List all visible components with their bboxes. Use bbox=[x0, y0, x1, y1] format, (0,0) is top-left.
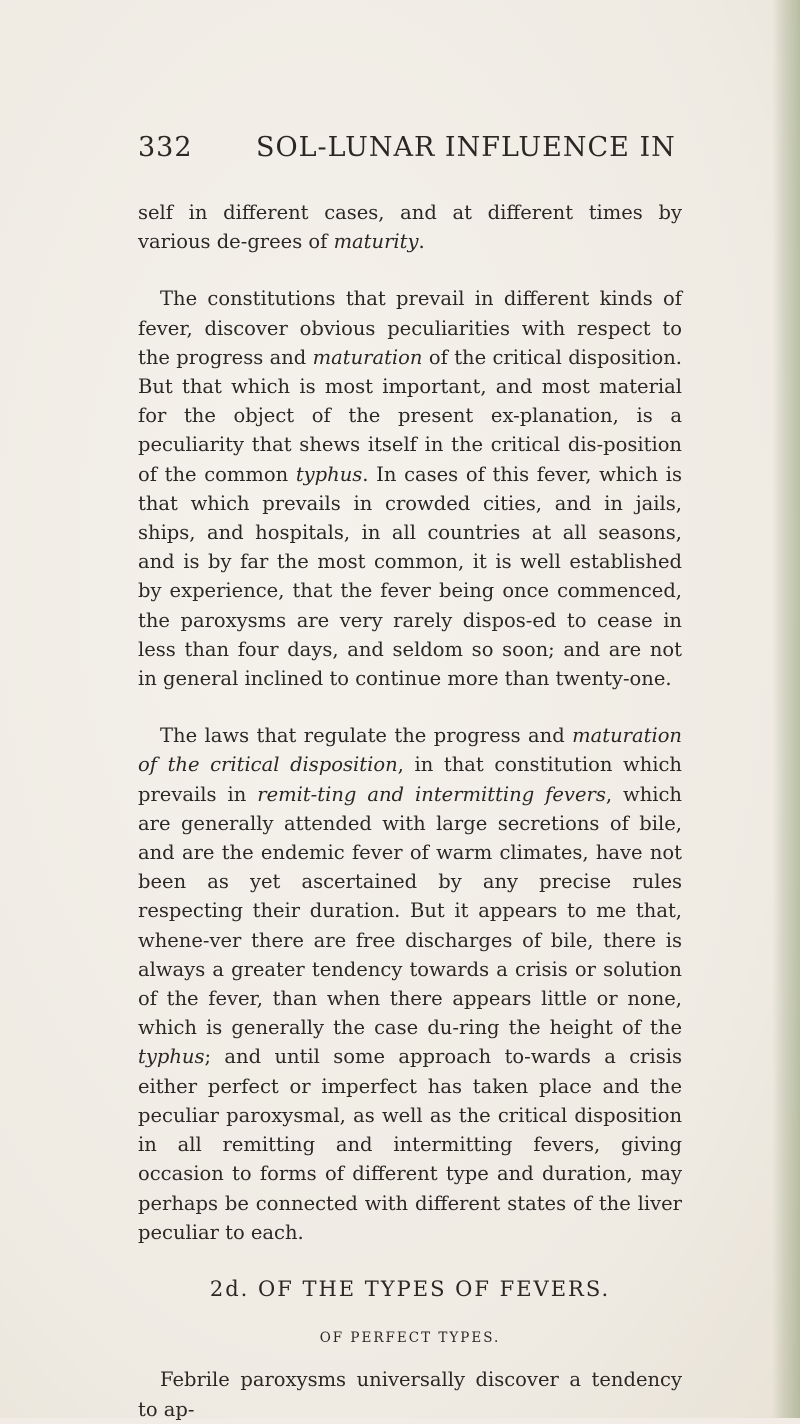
italic-phrase: maturation bbox=[312, 345, 423, 369]
text-run: self in different cases, and at different times by various de-grees of bbox=[138, 201, 682, 254]
text-run: The laws that regulate the progress and bbox=[160, 724, 573, 748]
italic-phrase: remit-ting and intermitting fevers bbox=[257, 782, 606, 806]
page-number: 332 bbox=[138, 132, 193, 163]
paragraph-1 bbox=[138, 198, 682, 256]
body-text bbox=[138, 198, 682, 1424]
text-run: of the critical disposition. But that which is most important, and most material for the object of the present ex-planation, is a peculiarity that shews itself in the critical dis-position of the common bbox=[138, 345, 682, 486]
text-run: . bbox=[418, 230, 425, 254]
page-edge-shadow bbox=[772, 0, 800, 1418]
text-run: The constitutions that prevail in different kinds of fever, discover obvious peculiarities with respect to the progress and bbox=[138, 287, 682, 369]
running-head: SOL-LUNAR INFLUENCE IN bbox=[256, 132, 676, 163]
subsection-title: OF PERFECT TYPES. bbox=[319, 1330, 501, 1347]
section-title: 2d. OF THE TYPES OF FEVERS. bbox=[209, 1276, 611, 1301]
italic-phrase: typhus bbox=[295, 462, 363, 486]
paragraph-2 bbox=[138, 284, 682, 693]
italic-phrase: maturation of the critical disposition bbox=[138, 724, 682, 777]
text-run: . In cases of this fever, which is that which prevails in crowded cities, and in jails, ships, and hospitals, in all countries at all seasons, and is by far the most common, it is well established by experience, that the fever being once commenced, the paroxysms are very rarely dispos-ed to cease in less than four days, and seldom so soon; and are not in general inclined to continue more than twenty-one. bbox=[138, 462, 682, 691]
paragraph-3 bbox=[138, 721, 682, 1247]
text-run: , in that constitution which prevails in bbox=[138, 753, 682, 806]
italic-phrase: maturity bbox=[333, 230, 419, 254]
closing-line: Febrile paroxysms universally discover a tendency to ap- bbox=[138, 1368, 682, 1421]
italic-phrase: typhus bbox=[138, 1045, 205, 1069]
text-run: , which are generally attended with large secretions of bile, and are the endemic fever of warm climates, have not been as yet ascertained by any precise rules respecting their duration. But it appears to me that, whene-ver there are free discharges of bile, there is always a greater tendency towards a crisis or solution of the fever, than when there appears little or none, which is generally the case du-ring the height of the bbox=[138, 782, 682, 1040]
page-header bbox=[138, 132, 698, 172]
text-run: ; and until some approach to-wards a crisis either perfect or imperfect has taken place and the peculiar paroxysmal, as well as the critical disposition in all remitting and intermitting fevers, giving occasion to forms of different type and duration, may perhaps be connected with different states of the liver peculiar to each. bbox=[138, 1045, 682, 1244]
